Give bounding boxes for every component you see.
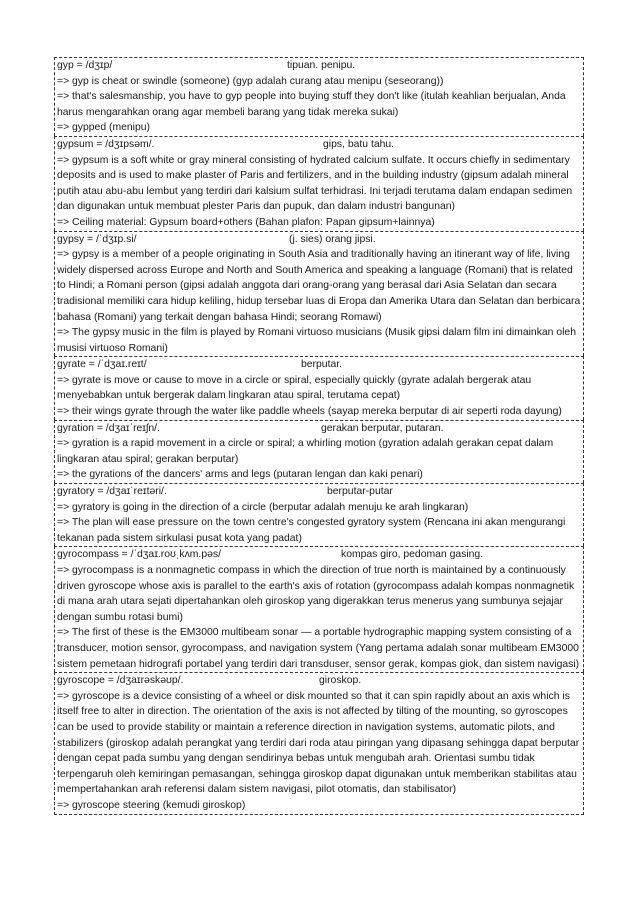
entry: [54, 483, 584, 546]
headword: gyrocompass = /ˈdʒaɪ.roʊˌkʌm.pəs/: [57, 549, 221, 561]
entry: [54, 231, 584, 357]
entry-head: [57, 232, 581, 248]
translation: berputar.: [301, 359, 343, 371]
entry-line: => the gyrations of the dancers' arms and legs (putaran lengan dan kaki penari): [57, 469, 423, 481]
entry-line: => gyroscope is a device consisting of a wheel or disk mounted so that it can spin rapidly about an axis which is itself free to alter in direction. The orientation of the axis is not affected by tilting of the mounting, so gyroscopes can be used to provide stability or maintain a reference direction in navigation systems, automatic pilots, and stabilizers (giroskop adalah perangkat yang terdiri dari roda atau piringan yang dipasang sehingga dapat berputar dengan cepat pada sumbu yang dengan sendirinya bebas untuk mengubah arah. Orientasi sumbu tidak terpengaruh oleh kemiringan pemasangan, sehingga giroskop dapat digunakan untuk memberikan stabilitas atau mempertahankan arah referensi dalam sistem navigasi, pilot otomatis, dan stabilisator): [57, 690, 580, 796]
entry-line: => The gypsy music in the film is played by Romani virtuoso musicians (Musik gipsi dalam film ini dimainkan oleh musisi virtuoso Romani): [57, 327, 576, 354]
entry-line: => that's salesmanship, you have to gyp people into buying stuff they don't like (itulah keahlian berjualan, Anda harus mengarahkan orang agar membeli barang yang tidak mereka sukai): [57, 91, 566, 118]
translation: (j. sies) orang jipsi.: [289, 233, 376, 245]
entry-head: [57, 137, 581, 153]
translation: giroskop.: [319, 675, 362, 687]
entry: [54, 136, 584, 231]
entry-line: => gyp is cheat or swindle (someone) (gyp adalah curang atau menipu (seseorang)): [57, 75, 444, 87]
entry-line: => gyration is a rapid movement in a circle or spiral; a whirling motion (gyration adalah gerakan cepat dalam lingkaran atau spiral; gerakan berputar): [57, 438, 554, 465]
entry-line: => The first of these is the EM3000 multibeam sonar — a portable hydrographic mapping system consisting of a transducer, motion sensor, gyrocompass, and navigation system (Yang pertama adalah sonar multibeam EM3000 sistem pemetaan hidrografi portabel yang terdiri dari transduser, sensor gerak, kompas giok, dan sistem navigasi): [57, 627, 580, 670]
entry-line: => gypsum is a soft white or gray mineral consisting of hydrated calcium sulfate. It occurs chiefly in sedimentary deposits and is used to make plaster of Paris and fertilizers, and in the building industry (gipsum adalah mineral putih atau abu-abu lembut yang terdiri dari kalsium sulfat terhidrasi. Ini terjadi terutama dalam endapan sedimen dan digunakan untuk membuat plester Paris dan pupuk, dan dalam industri bangunan): [57, 154, 573, 213]
entry-line: => The plan will ease pressure on the town centre's congested gyratory system (Rencana ini akan mengurangi tekanan pada sistem sirkulasi pusat kota yang padat): [57, 517, 566, 544]
translation: berputar-putar: [327, 486, 393, 498]
entry-line: => Ceiling material: Gypsum board+others (Bahan plafon: Papan gipsum+lainnya): [57, 216, 435, 228]
entry-line: => gyratory is going in the direction of a circle (berputar adalah menuju ke arah lingkaran): [57, 501, 469, 513]
entry-line: => gyroscope steering (kemudi giroskop): [57, 799, 246, 811]
translation: kompas giro, pedoman gasing.: [341, 549, 484, 561]
entry-line: => gyrate is move or cause to move in a circle or spiral, especially quickly (gyrate adalah bergerak atau menyebabkan untuk bergerak dalam lingkaran atau spiral, terutama cepat): [57, 374, 532, 402]
entry-line: => gyrocompass is a nonmagnetic compass in which the direction of true north is maintained by a continuously driven gyroscope whose axis is parallel to the earth's axis of rotation (gyrocompass adalah kompas nonmagnetik di mana arah utara sejati dipertahankan oleh giroskop yang digerakkan terus menerus yang sumbunya sejajar dengan sumbu rotasi bumi): [57, 565, 575, 623]
entry-head: [57, 673, 581, 689]
entry: [54, 672, 584, 814]
entry: [54, 420, 584, 483]
entry-line: => their wings gyrate through the water like paddle wheels (sayap mereka berputar di air seperti roda dayung): [57, 406, 562, 418]
entry-head: [57, 357, 581, 373]
entry-line: => gypped (menipu): [57, 122, 150, 134]
entry-head: [57, 421, 581, 437]
headword: gyratory = /dʒaɪˈreɪtəri/.: [57, 486, 167, 498]
entry-line: => gypsy is a member of a people originating in South Asia and traditionally having an itinerant way of life, living widely dispersed across Europe and North and South America and speaking a language (Romani) that is related to Hindi; a Romani person (gipsi adalah anggota dari orang-orang yang berasal dari Asia Selatan dan secara tradisional memiliki cara hidup keliling, hidup tersebar luas di Eropa dan Amerika Utara dan Selatan dan berbicara bahasa (Romani) yang terkait dengan bahasa Hindi; seorang Romawi): [57, 249, 581, 323]
entry: [54, 546, 584, 672]
headword: gyp = /dʒɪp/: [57, 60, 113, 71]
entry-head: [57, 547, 581, 563]
translation: tipuan. penipu.: [287, 60, 356, 71]
headword: gypsum = /dʒɪpsəm/.: [57, 138, 155, 150]
glossary-list: [54, 57, 584, 815]
headword: gyroscope = /dʒaɪrəskəʊp/.: [57, 675, 184, 687]
headword: gypsy = /ˈdʒɪp.si/: [57, 233, 137, 245]
headword: gyration = /dʒaɪˈreɪʃn/.: [57, 422, 160, 434]
entry-head: [57, 484, 581, 500]
translation: gips, batu tahu.: [323, 138, 395, 150]
headword: gyrate = /ˈdʒaɪ.reɪt/: [57, 359, 147, 371]
entry-head: [57, 58, 581, 74]
entry: [54, 57, 584, 136]
translation: gerakan berputar, putaran.: [321, 422, 444, 434]
entry: [54, 356, 584, 419]
